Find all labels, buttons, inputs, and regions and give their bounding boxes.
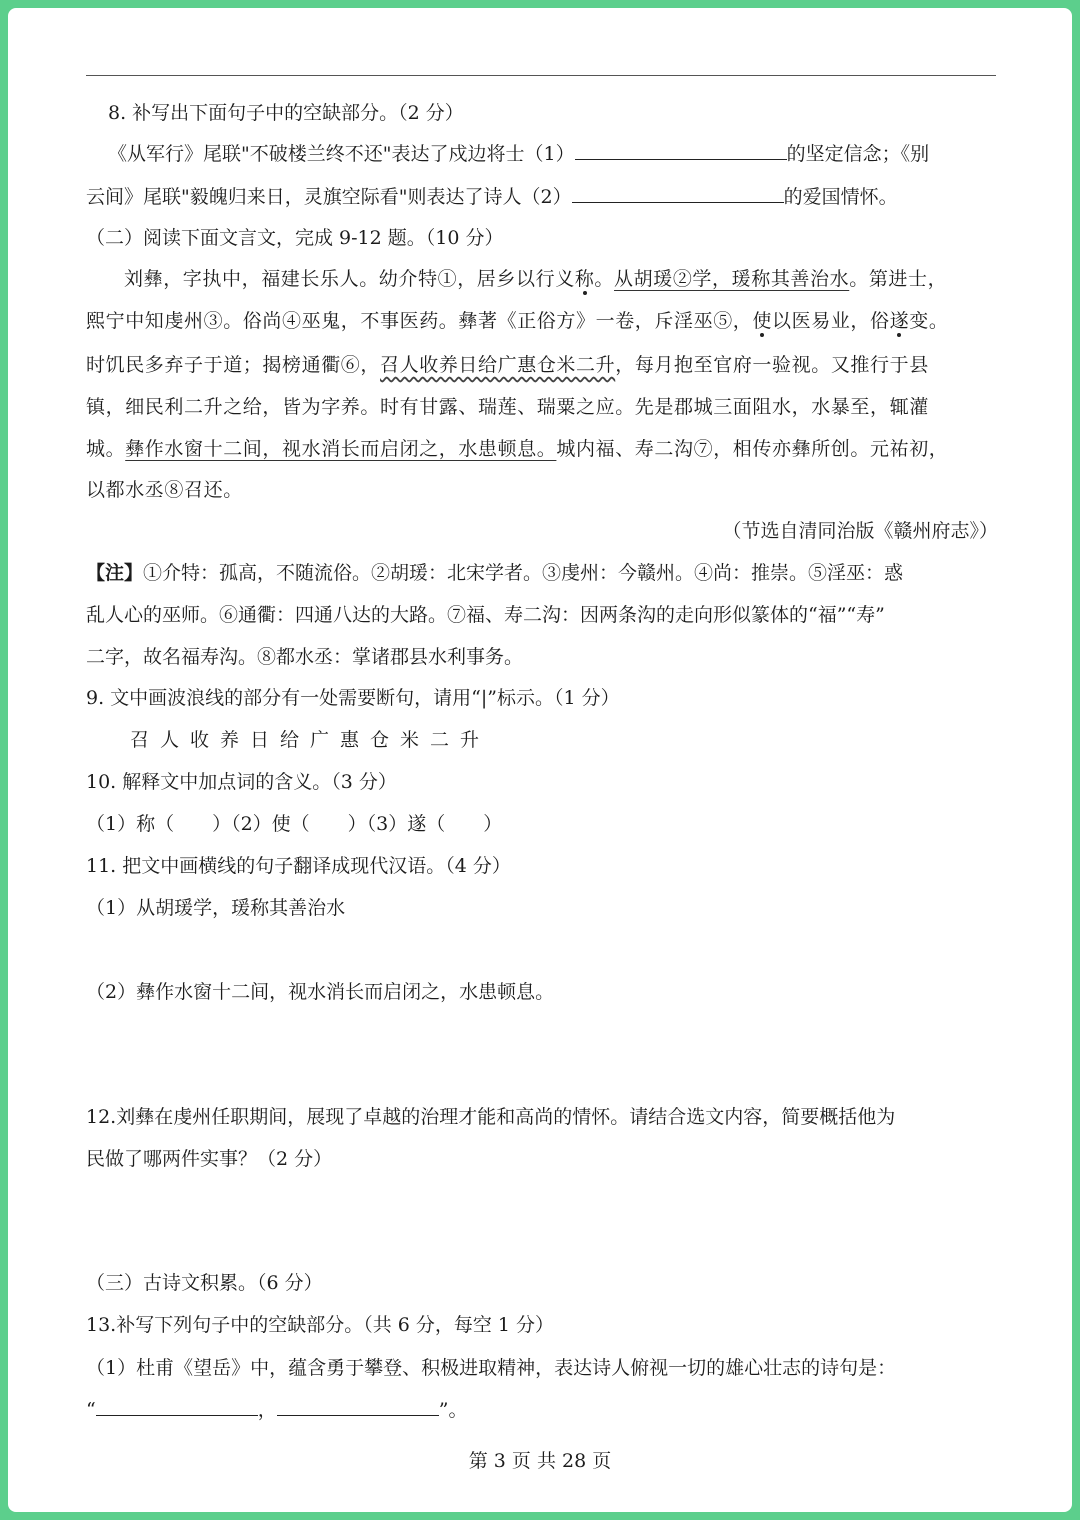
q11-title: 11. 把文中画横线的句子翻译成现代汉语。（4 分） <box>86 855 511 877</box>
q8-line1-text-a: 《从军行》尾联"不破楼兰终不还"表达了戍边将士（1） <box>108 143 575 165</box>
q10-items[interactable]: （1）称（ ）（2）使（ ）（3）遂（ ） <box>86 813 503 835</box>
passage-text: 熙宁中知虔州③。俗尚④巫鬼，不事医药。彝著《正俗方》一卷，斥淫巫⑤， <box>86 310 753 332</box>
passage-line-3 <box>86 352 998 378</box>
q10-title: 10. 解释文中加点词的含义。（3 分） <box>86 771 397 793</box>
passage-text: 城内福、寿二沟⑦，相传亦彝所创。元祐初， <box>556 438 949 460</box>
q12-line-2: 民做了哪两件实事？（2 分） <box>86 1148 333 1170</box>
passage-line-5 <box>86 436 998 462</box>
exam-page <box>8 8 1072 1512</box>
q13-blank-2[interactable] <box>277 1397 439 1416</box>
q8-line1-text-b: 的坚定信念；《别 <box>786 143 930 165</box>
open-quote: “ <box>86 1399 96 1421</box>
q8-line2-text-a: 云间》尾联"毅魄归来日，灵旗空际看"则表达了诗人（2） <box>86 186 572 208</box>
section3-title: （三）古诗文积累。（6 分） <box>86 1272 323 1294</box>
q8-title: 8. 补写出下面句子中的空缺部分。（2 分） <box>108 102 464 124</box>
q8-line2-text-b: 的爱国情怀。 <box>783 186 898 208</box>
q8-blank-1[interactable] <box>575 141 787 160</box>
q11-item-1: （1）从胡瑗学，瑗称其善治水 <box>86 897 346 919</box>
passage-line-6: 以都水丞⑧召还。 <box>86 479 243 501</box>
dotted-word-shi: 使 <box>752 310 773 332</box>
q8-blank-2[interactable] <box>572 184 784 203</box>
dotted-word-cheng: 称 <box>574 268 595 290</box>
passage-source: （节选自清同治版《赣州府志》） <box>722 520 998 542</box>
underlined-sentence-2: 彝作水窗十二间，视水消长而启闭之，水患顿息。 <box>125 438 557 460</box>
q9-sentence[interactable]: 召人收养日给广惠仓米二升 <box>130 729 491 751</box>
q11-item-2: （2）彝作水窗十二间，视水消长而启闭之，水患顿息。 <box>86 981 555 1003</box>
q8-line1 <box>108 141 1020 167</box>
passage-text: 城。 <box>86 438 126 460</box>
wavy-sentence: 召人收养日给广惠仓米二升 <box>380 354 616 376</box>
notes-line-3: 二字，故名福寿沟。⑧都水丞：掌诸郡县水利事务。 <box>86 646 524 668</box>
comma: ， <box>257 1399 277 1421</box>
passage-text: 。 <box>594 268 615 290</box>
passage-text: ，每月抱至官府一验视。又推行于县 <box>615 354 929 376</box>
notes-line-1 <box>86 560 998 586</box>
underlined-sentence-1: 从胡瑗②学，瑗称其善治水 <box>614 268 850 290</box>
q8-line2 <box>86 184 998 210</box>
notes-line-2: 乱人心的巫师。⑥通衢：四通八达的大路。⑦福、寿二沟：因两条沟的走向形似篆体的“福”“寿” <box>86 604 885 626</box>
passage-text: 刘彝，字执中，福建长乐人。幼介特①，居乡以行义 <box>124 268 575 290</box>
q13-title: 13.补写下列句子中的空缺部分。（共 6 分，每空 1 分） <box>86 1314 555 1336</box>
passage-text: 变。 <box>909 310 949 332</box>
section2-title: （二）阅读下面文言文，完成 9-12 题。（10 分） <box>86 227 504 249</box>
page-number: 第 3 页 共 28 页 <box>468 1450 612 1472</box>
q9-title: 9. 文中画波浪线的部分有一处需要断句，请用“|”标示。（1 分） <box>86 687 620 709</box>
notes-text: ①介特：孤高，不随流俗。②胡瑗：北宋学者。③虔州：今赣州。④尚：推崇。⑤淫巫：惑 <box>143 562 904 584</box>
q13-blank-1[interactable] <box>96 1397 258 1416</box>
q13-item-1: （1）杜甫《望岳》中，蕴含勇于攀登、积极进取精神，表达诗人俯视一切的雄心壮志的诗句是： <box>86 1357 897 1379</box>
q12-line-1: 12.刘彝在虔州任职期间，展现了卓越的治理才能和高尚的情怀。请结合选文内容，简要概括他为 <box>86 1106 896 1128</box>
passage-text: 。第进士， <box>849 268 948 290</box>
passage-line-2 <box>86 308 998 334</box>
passage-line-1 <box>124 266 1036 292</box>
notes-label: 【注】 <box>86 562 144 584</box>
dotted-word-sui: 遂 <box>889 310 910 332</box>
passage-text: 时饥民多弃子于道；揭榜通衢⑥， <box>86 354 381 376</box>
passage-line-4: 镇，细民利二升之给，皆为字养。时有甘露、瑞莲、瑞粟之应。先是郡城三面阻水，水暴至，辄灌 <box>86 396 929 418</box>
close-quote: ”。 <box>438 1399 468 1421</box>
header-rule <box>86 75 996 76</box>
passage-text: 以医易业，俗 <box>772 310 890 332</box>
q13-answer-line <box>86 1397 998 1423</box>
